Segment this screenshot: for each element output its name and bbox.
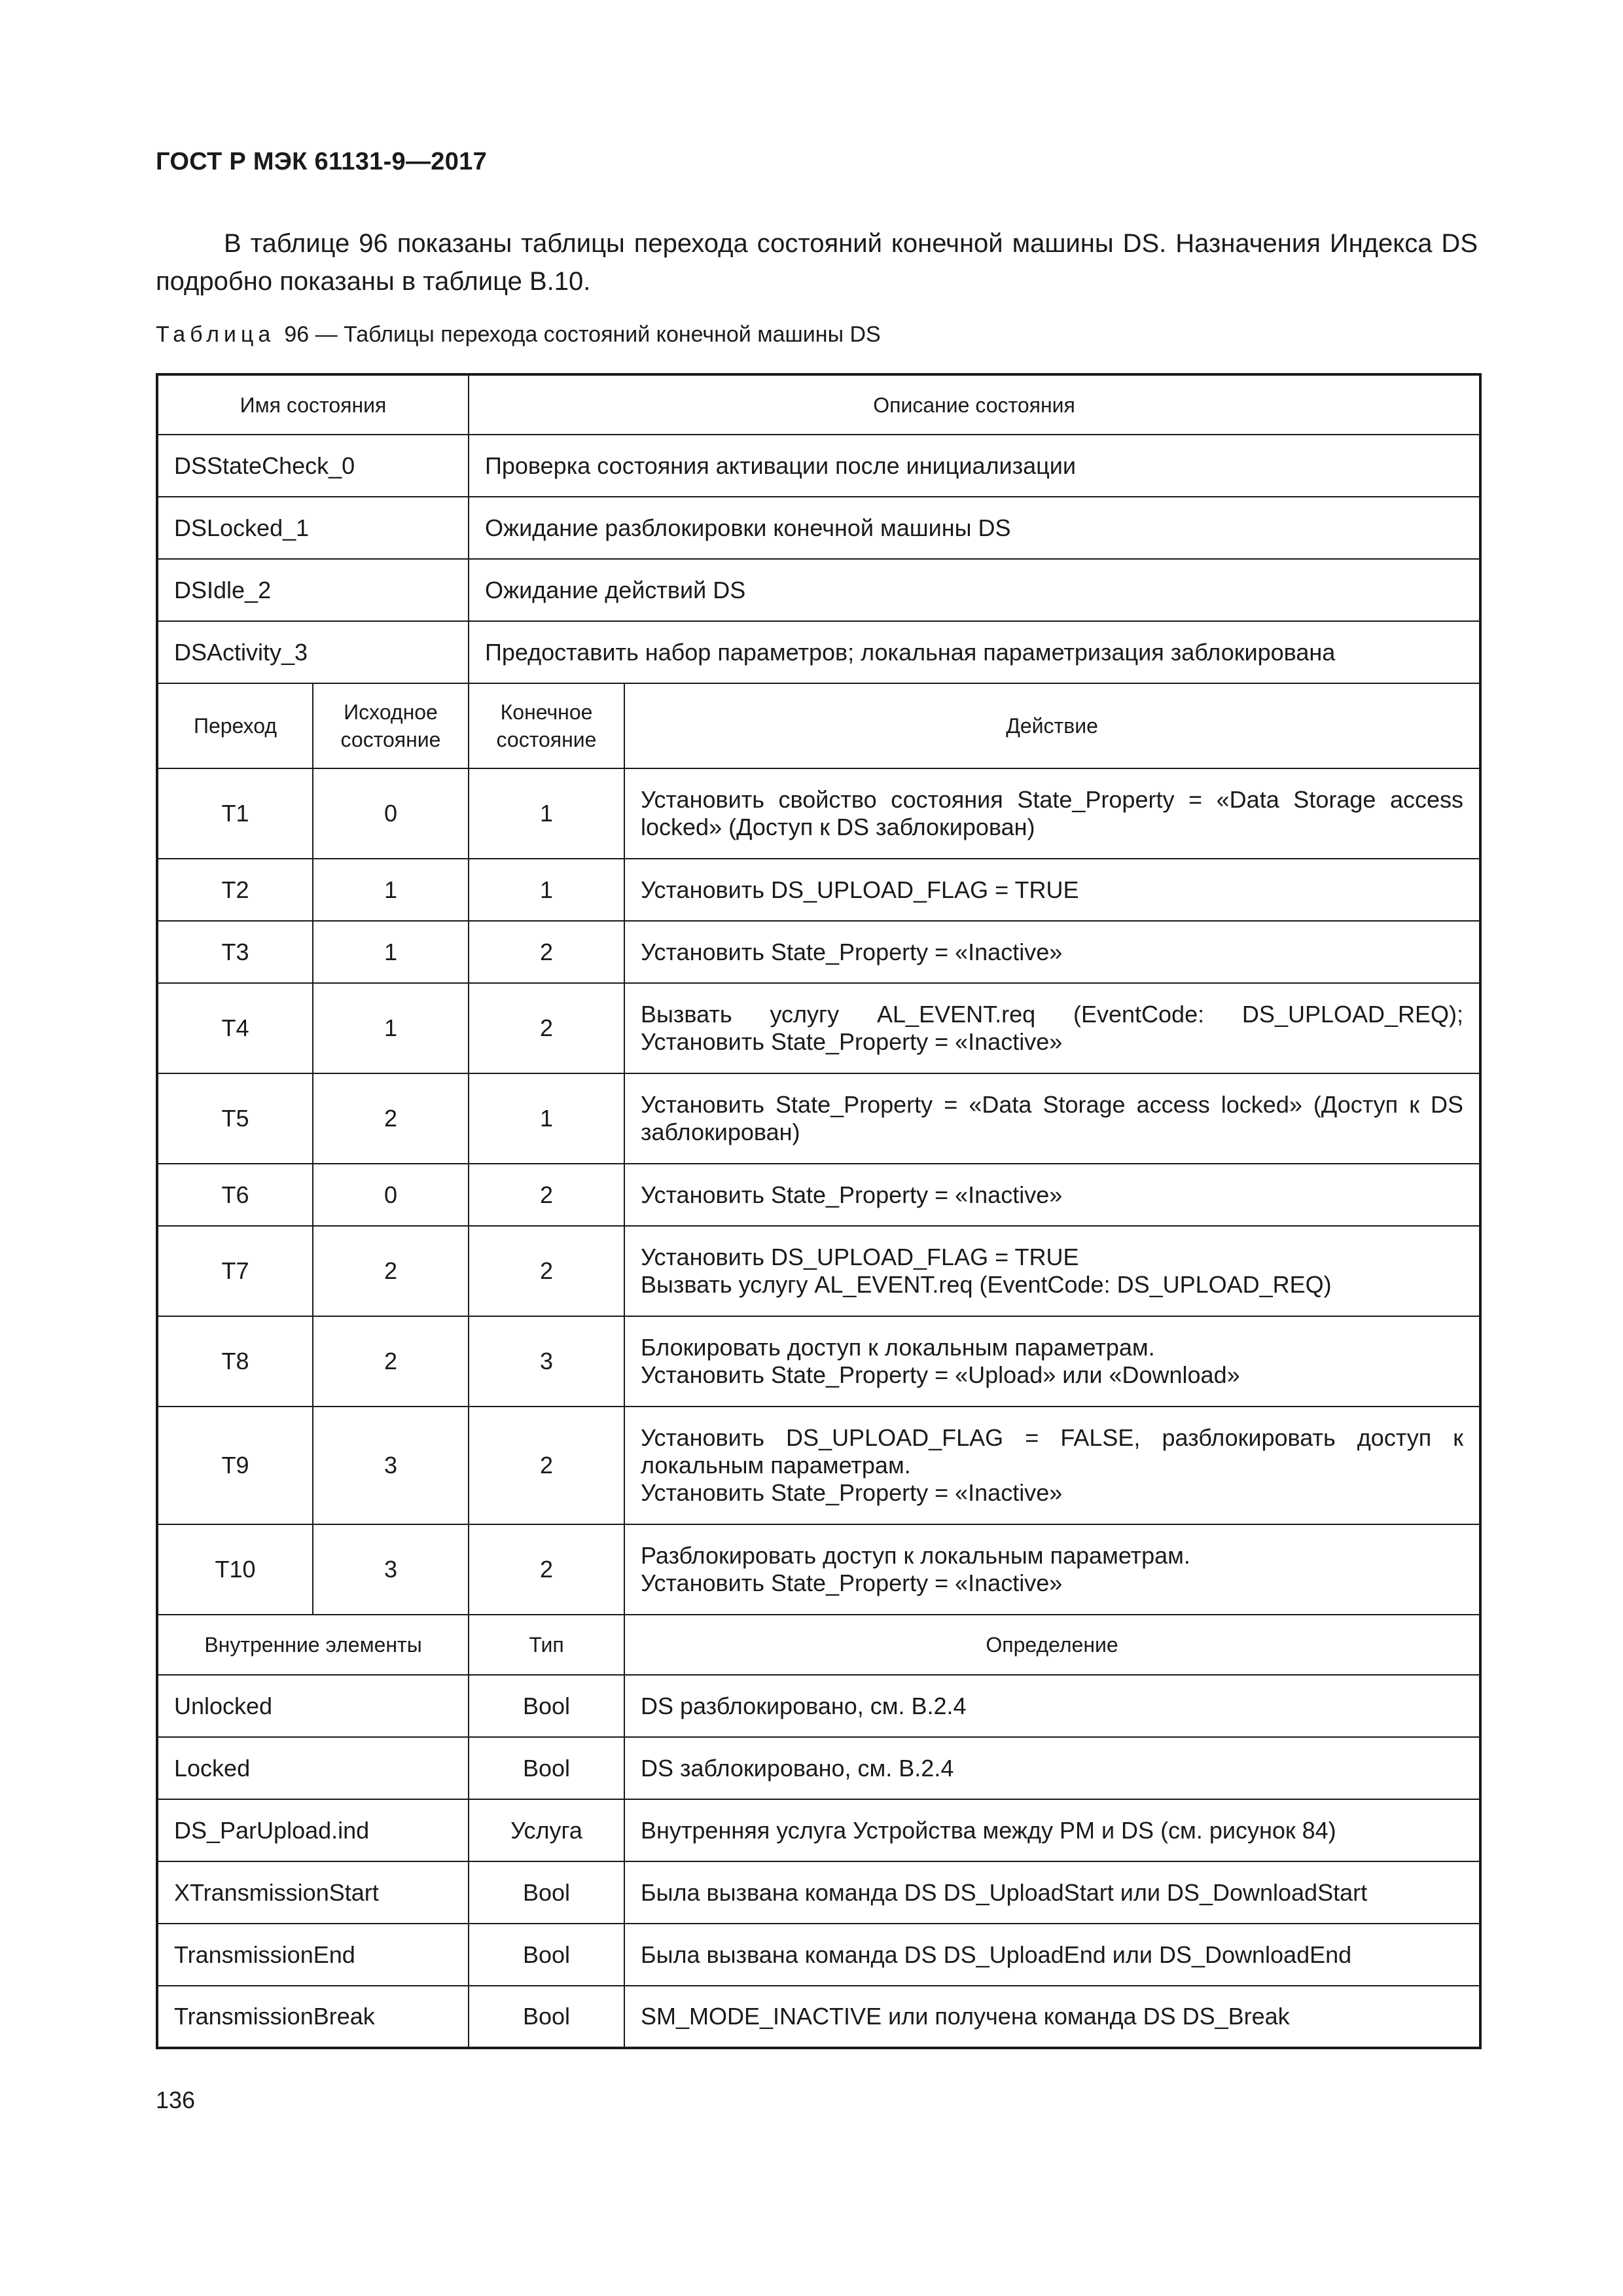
transition-id: T7: [157, 1226, 313, 1316]
element-definition: DS заблокировано, см. B.2.4: [624, 1737, 1480, 1799]
element-name: XTransmissionStart: [157, 1861, 469, 1924]
transition-source: 2: [313, 1226, 469, 1316]
transition-id: T9: [157, 1407, 313, 1524]
header-state-name: Имя состояния: [157, 374, 469, 435]
element-type: Bool: [469, 1675, 624, 1737]
transition-action: Вызвать услугу AL_EVENT.req (EventCode: DS_UPLOAD_REQ); Установить State_Property = «Inactive»: [624, 983, 1480, 1073]
element-row: [157, 1799, 1480, 1861]
transition-row: [157, 768, 1480, 859]
transition-action: Установить DS_UPLOAD_FLAG = TRUE: [624, 859, 1480, 921]
transition-target: 2: [469, 983, 624, 1073]
transition-target: 1: [469, 768, 624, 859]
element-row: [157, 1986, 1480, 2048]
state-description: Проверка состояния активации после инициализации: [469, 435, 1480, 497]
transition-id: T1: [157, 768, 313, 859]
state-row: [157, 621, 1480, 683]
element-definition: Была вызвана команда DS DS_UploadStart или DS_DownloadStart: [624, 1861, 1480, 1924]
state-name: DSIdle_2: [157, 559, 469, 621]
header-definition: Определение: [624, 1615, 1480, 1675]
transition-row: [157, 859, 1480, 921]
transition-target: 2: [469, 1226, 624, 1316]
element-type: Bool: [469, 1737, 624, 1799]
transition-id: T6: [157, 1164, 313, 1226]
element-definition: SM_MODE_INACTIVE или получена команда DS DS_Break: [624, 1986, 1480, 2048]
transition-row: [157, 921, 1480, 983]
document-header: ГОСТ Р МЭК 61131-9—2017: [156, 148, 488, 175]
state-row: [157, 559, 1480, 621]
element-row: [157, 1924, 1480, 1986]
table-caption: [156, 322, 881, 348]
element-name: TransmissionBreak: [157, 1986, 469, 2048]
page-number: 136: [156, 2087, 196, 2113]
transition-source: 1: [313, 859, 469, 921]
element-definition: Внутренняя услуга Устройства между PM и DS (см. рисунок 84): [624, 1799, 1480, 1861]
state-name: DSStateCheck_0: [157, 435, 469, 497]
transition-id: T3: [157, 921, 313, 983]
transition-source: 3: [313, 1524, 469, 1615]
element-definition: DS разблокировано, см. B.2.4: [624, 1675, 1480, 1737]
transition-action: Установить State_Property = «Inactive»: [624, 1164, 1480, 1226]
transition-source: 0: [313, 768, 469, 859]
transition-target: 1: [469, 1073, 624, 1164]
transition-row: [157, 1316, 1480, 1407]
state-name: DSLocked_1: [157, 497, 469, 559]
transition-source: 3: [313, 1407, 469, 1524]
element-definition: Была вызвана команда DS DS_UploadEnd или DS_DownloadEnd: [624, 1924, 1480, 1986]
transition-target: 3: [469, 1316, 624, 1407]
transition-id: T8: [157, 1316, 313, 1407]
transition-row: [157, 1164, 1480, 1226]
element-row: [157, 1675, 1480, 1737]
element-name: TransmissionEnd: [157, 1924, 469, 1986]
transition-id: T5: [157, 1073, 313, 1164]
transition-row: [157, 1073, 1480, 1164]
transition-target: 2: [469, 1164, 624, 1226]
state-transition-table: [156, 373, 1482, 2049]
header-state-description: Описание состояния: [469, 374, 1480, 435]
element-name: DS_ParUpload.ind: [157, 1799, 469, 1861]
transition-id: T2: [157, 859, 313, 921]
transition-row: [157, 1407, 1480, 1524]
header-action: Действие: [624, 683, 1480, 768]
state-row: [157, 497, 1480, 559]
header-target-state: Конечное состояние: [469, 683, 624, 768]
element-name: Locked: [157, 1737, 469, 1799]
transition-action: Блокировать доступ к локальным параметрам. Установить State_Property = «Upload» или «Download»: [624, 1316, 1480, 1407]
transitions-header-row: [157, 683, 1480, 768]
element-type: Bool: [469, 1986, 624, 2048]
transition-target: 2: [469, 1407, 624, 1524]
element-type: Услуга: [469, 1799, 624, 1861]
transition-target: 2: [469, 921, 624, 983]
header-type: Тип: [469, 1615, 624, 1675]
element-name: Unlocked: [157, 1675, 469, 1737]
transition-row: [157, 1524, 1480, 1615]
state-description: Ожидание разблокировки конечной машины DS: [469, 497, 1480, 559]
transition-row: [157, 983, 1480, 1073]
header-transition: Переход: [157, 683, 313, 768]
header-internal-element: Внутренние элементы: [157, 1615, 469, 1675]
transition-row: [157, 1226, 1480, 1316]
header-source-state: Исходное состояние: [313, 683, 469, 768]
state-description: Предоставить набор параметров; локальная параметризация заблокирована: [469, 621, 1480, 683]
state-description: Ожидание действий DS: [469, 559, 1480, 621]
elements-header-row: [157, 1615, 1480, 1675]
transition-id: T10: [157, 1524, 313, 1615]
transition-source: 1: [313, 921, 469, 983]
intro-paragraph: [156, 224, 1478, 300]
transition-action: Установить State_Property = «Inactive»: [624, 921, 1480, 983]
table-caption-prefix: Таблица: [156, 322, 276, 347]
transition-action: Установить DS_UPLOAD_FLAG = FALSE, разблокировать доступ к локальным параметрам. Установить State_Property = «Inactive»: [624, 1407, 1480, 1524]
states-header-row: [157, 374, 1480, 435]
transition-action: Установить State_Property = «Data Storage access locked» (Доступ к DS заблокирован): [624, 1073, 1480, 1164]
transition-source: 0: [313, 1164, 469, 1226]
table-caption-text: 96 — Таблицы перехода состояний конечной машины DS: [284, 322, 881, 347]
element-row: [157, 1737, 1480, 1799]
transition-id: T4: [157, 983, 313, 1073]
transition-source: 2: [313, 1073, 469, 1164]
element-row: [157, 1861, 1480, 1924]
element-type: Bool: [469, 1924, 624, 1986]
transition-action: Разблокировать доступ к локальным параметрам. Установить State_Property = «Inactive»: [624, 1524, 1480, 1615]
transition-target: 1: [469, 859, 624, 921]
transition-target: 2: [469, 1524, 624, 1615]
transition-source: 2: [313, 1316, 469, 1407]
transition-action: Установить свойство состояния State_Property = «Data Storage access locked» (Доступ к DS заблокирован): [624, 768, 1480, 859]
transition-action: Установить DS_UPLOAD_FLAG = TRUE Вызвать услугу AL_EVENT.req (EventCode: DS_UPLOAD_REQ): [624, 1226, 1480, 1316]
element-type: Bool: [469, 1861, 624, 1924]
intro-text: В таблице 96 показаны таблицы перехода состояний конечной машины DS. Назначения Индекса DS подробно показаны в таблице B.10.: [156, 229, 1478, 296]
transition-source: 1: [313, 983, 469, 1073]
state-row: [157, 435, 1480, 497]
state-name: DSActivity_3: [157, 621, 469, 683]
